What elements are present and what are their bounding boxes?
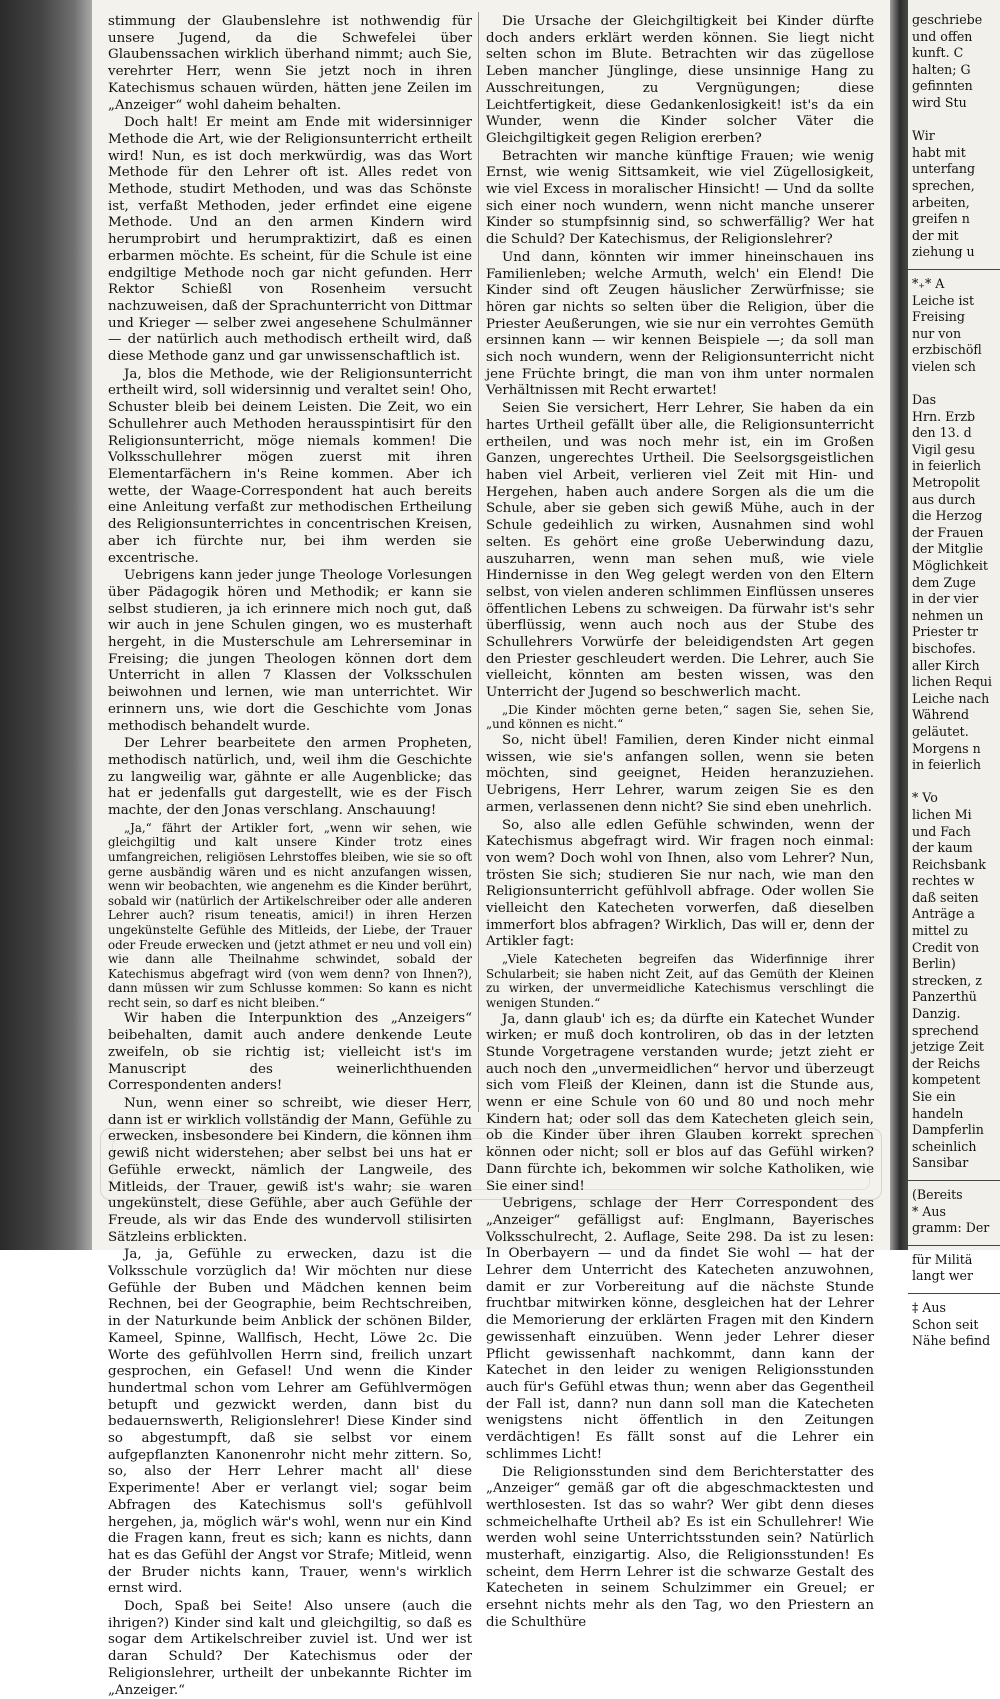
fragment-line: Das bbox=[912, 392, 937, 408]
section-rule bbox=[908, 1293, 1000, 1294]
book-spine-shadow bbox=[0, 0, 92, 1250]
fragment-line: Dampferlin bbox=[912, 1122, 984, 1138]
fragment-line: vielen sch bbox=[912, 358, 976, 374]
fragment-line: lichen Requi bbox=[912, 674, 992, 690]
fragment-line: für Militä bbox=[912, 1251, 973, 1267]
fragment-line: sprechend bbox=[912, 1022, 979, 1038]
left-text-column bbox=[108, 14, 472, 1698]
fragment-line: jetzige Zeit bbox=[912, 1039, 984, 1055]
fragment-line: Sansibar bbox=[912, 1155, 969, 1171]
middle-text-column bbox=[486, 14, 874, 1630]
fragment-line: nehmen un bbox=[912, 607, 984, 623]
paragraph: Die Religionsstunden sind dem Berichterstatter des „Anzeiger“ gemäß gar oft die abgeschmacktesten und werthlosesten. Ist das so wahr? Wer gibt denn dieses schmeichelhafte Urtheil ab? Es ist ein Schullehrer! Wie werden wohl seine Unterrichtsstunden sein? Natürlich musterhaft, einzigartig. Also, die Religionsstunden! Es scheint, dem Herrn Lehrer ist die schwarze Gestalt des Katecheten in seinem Schulzimmer ein Greuel; er ersehnt nichts mehr als den Tag, wo den Priestern an die Schulthüre bbox=[486, 1464, 874, 1630]
fragment-line: rechtes w bbox=[912, 873, 975, 889]
fragment-line: ‡ Aus bbox=[912, 1299, 946, 1315]
fragment-line: der kaum bbox=[912, 840, 973, 856]
fragment-line: Metropolit bbox=[912, 475, 980, 491]
fragment-line: Vigil gesu bbox=[912, 441, 976, 457]
fragment-line: langt wer bbox=[912, 1268, 974, 1284]
fragment-line: aller Kirch bbox=[912, 657, 980, 673]
quoted-paragraph: „Ja,“ fährt der Artikler fort, „wenn wir sehen, wie gleichgiltig und kalt unsere Kinder trotz eines umfangreichen, religiösen Lehrstoffes bleiben, wie sie so oft gerne ausbändig wären und es nicht anzufangen wissen, wenn wir beobachten, wie angenehm es die Kinder berührt, sobald wir (natürlich der Artikelschreiber oder alle anderen Lehrer auch? risum teneatis, amici!) in ihren Herzen ungekünstelte Gefühle des Mitleids, der Liebe, der Trauer oder Freude erwecken und (jetzt athmet er neu und voll ein) wie dann alle Theilnahme schwindet, sobald der Katechismus abgefragt wird (von wem denn? von Ihnen?), dann müssen wir zum Schlusse kommen: So kann es nicht recht sein, so darf es nicht bleiben.“ bbox=[108, 820, 472, 1010]
fragment-line: *₊* A bbox=[912, 275, 945, 291]
fragment-line: gramm: Der bbox=[912, 1220, 990, 1236]
paragraph: Und dann, könnten wir immer hineinschauen ins Familienleben; welche Armuth, welch' ein Elend! Die Kinder sind oft Zeugen häuslicher Zerwürfnisse; sie hören gar nichts so selten über die Religion, über die Priester Aeußerungen, wie sie nur ein verrohtes Gemüth ersinnen kann — wir kennen Beispiele —; da soll man sich noch wundern, wenn der Religionsunterricht nicht jene Früchte bringt, die man von ihm unter normalen Verhältnissen mit Recht erwartet! bbox=[486, 249, 874, 399]
quoted-paragraph: „Die Kinder möchten gerne beten,“ sagen Sie, sehen Sie, „und können es nicht.“ bbox=[486, 702, 874, 732]
fragment-line: strecken, z bbox=[912, 972, 982, 988]
fragment-line: kompetent bbox=[912, 1072, 981, 1088]
fragment-line: Schon seit bbox=[912, 1316, 979, 1332]
fragment-line: Panzerthü bbox=[912, 989, 977, 1005]
adjacent-page-column bbox=[908, 12, 1000, 1350]
fragment-line: Anträge a bbox=[912, 906, 975, 922]
fragment-line: Möglichkeit bbox=[912, 558, 988, 573]
fragment-line: Nähe befind bbox=[912, 1333, 991, 1349]
section-rule bbox=[908, 1180, 1000, 1181]
paragraph: Der Lehrer bearbeitete den armen Propheten, methodisch natürlich, und, weil ihm die Geschichte zu langweilig war, gähnte er alle Augenblicke; das hat er jedenfalls gut dargestellt, wie es der Fisch machte, der den Jonas verschlang. Anschauung! bbox=[108, 736, 472, 819]
paragraph: Ja, blos die Methode, wie der Religionsunterricht ertheilt wird, soll widersinnig und veraltet sein! Oho, Schuster bleib bei deinem Leisten. Die Zeit, wo ein Schullehrer auch Methoden herausspintisirt für den Religionsunterricht, möge niemals kommen! Die Volksschullehrer mögen zuerst mit ihren Elementarfächern in's Reine kommen. Aber ich wette, der Waage-Correspondent hat auch bereits eine Anleitung verfaßt zur methodischen Ertheilung des Religionsunterrichtes in concentrischen Kreisen, aber ich fürchte nur, bei ihm werden sie excentrische. bbox=[108, 366, 472, 566]
quoted-paragraph: „Viele Katecheten begreifen das Widerfinnige ihrer Schularbeit; sie haben nicht Zeit, auf das Gemüth der Kleinen zu wirken, der unvermeidliche Katechismus verschlingt die wenigen Stunden.“ bbox=[486, 952, 874, 1010]
fragment-line: Leiche ist bbox=[912, 292, 975, 308]
page-gutter-shadow bbox=[890, 0, 908, 1250]
fragment-line: geschriebe bbox=[912, 12, 983, 27]
paragraph: Ja, dann glaub' ich es; da dürfte ein Katechet Wunder wirken; er muß doch kontroliren, ob das in der letzten Stunde Vorgetragene verstanden wurde; jetzt zieht er auch noch den „unvermeidlichen“ hervor und überzeugt sich vom Fleiß der Kleinen, dann ist die Stunde aus, wenn er eine Schule von 60 und 80 und noch mehr Kindern hat; oder soll das dem Katecheten gleich sein, ob die Kinder über ihren Glauben korrekt sprechen können oder nicht; soll er blos auf das Gefühl wirken? Dann fürchte ich, bekommen wir solche Katholiken, wie Sie einer sind! bbox=[486, 1011, 874, 1194]
fragment-line: greifen n bbox=[912, 211, 970, 227]
fragment-line: wird Stu bbox=[912, 94, 967, 110]
fragment-line: Leiche nach bbox=[912, 690, 990, 706]
fragment-line: in feierlich bbox=[912, 458, 981, 474]
paragraph: Ja, ja, Gefühle zu erwecken, dazu ist die Volksschule vorzüglich da! Wir möchten nur diese Gefühle der Buben und Mädchen kennen beim Rechnen, bei der Geographie, beim Rechtschreiben, in der Naturkunde beim Anblick der schönen Bilder, Kameel, Spinne, Wallfisch, Hecht, Löwe 2c. Die Worte des gefühlvollen Herrn sind, freilich unzart gesprochen, ein Gefasel! Und wenn die Kinder hundertmal schon vom Lehrer am Gefühlvermögen betupft und gezwickt werden, dann bist du bedauernswerth, Religionslehrer! Diese Kinder sind so abgestumpft, daß sie selbst vor einem aufgepflanzten Kanonenrohr nicht mehr zittern. So, so, also der Herr Lehrer macht all' diese Experimente! Aber er verlangt viel; sogar beim Abfragen des Katechismus soll's gefühlvoll hergehen, ja, möglich wär's wohl, wenn nur ein Kind die Fragen kann, freut es sich; kann es nichts, dann hat es das Gefühl der Angst vor Strafe; Mitleid, wenn der Bruder nichts kann, Trauer, wenn's wirklich ernst wird. bbox=[108, 1247, 472, 1597]
paragraph: Doch, Spaß bei Seite! Also unsere (auch die ihrigen?) Kinder sind kalt und gleichgiltig, so daß es sogar dem Artikelschreiber zuviel ist. Und wer ist daran Schuld? Der Katechismus oder der Religionslehrer, urtheilt der unbekannte Richter im „Anzeiger.“ bbox=[108, 1599, 472, 1698]
fragment-line: der Mitglie bbox=[912, 541, 984, 557]
fragment-line: in der vier bbox=[912, 591, 979, 607]
paragraph: So, also alle edlen Gefühle schwinden, wenn der Katechismus abgefragt wird. Wir fragen noch einmal: von wem? Doch wohl von Ihnen, also vom Lehrer? Nun, trösten Sie sich; studieren Sie nur nach, wie man den Religionsunterricht gefühlvoll abfrage. Oder wollen Sie vielleicht den Katecheten vorwerfen, daß dieselben immerfort blos abfragen? Wirklich, Das will er, denn der Artikler fagt: bbox=[486, 817, 874, 950]
paragraph: stimmung der Glaubenslehre ist nothwendig für unsere Jugend, da die Schwefelei über Glaubenssachen wirklich überhand nimmt; auch Sie, verehrter Herr, wenn Sie jetzt noch in ihren Katechismus schauen würden, hätten jene Zeilen im „Anzeiger“ wohl daheim behalten. bbox=[108, 14, 472, 113]
column-divider bbox=[478, 12, 479, 1112]
paragraph: Uebrigens, schlage der Herr Correspondent des „Anzeiger“ gefälligst auf: Englmann, Bayerisches Volksschulrecht, 2. Auflage, Seite 298. Da ist zu lesen: In Oberbayern — und da findet Sie wohl — hat der Lehrer dem Unterricht des Katecheten anzuwohnen, damit er zur Vorbereitung auf die nächste Stunde fruchtbar mitwirken könne, desgleichen hat der Lehrer die Memorierung der erklärten Fragen mit den Kindern gewissenhaft einzuüben. Wenn jeder Lehrer dieser Pflicht gewissenhaft nachkommt, dann kann der Katechet in den leider zu wenigen Religionsstunden auch für's Gefühl etwas thun; wenn aber das Gegentheil der Fall ist, dann? nun dann soll man die Katecheten wenigstens nicht öffentlich in den Zeitungen verdächtigen! Es fällt sonst auf die Lehrer ein schlimmes Licht! bbox=[486, 1196, 874, 1462]
fragment-line: dem Zuge bbox=[912, 574, 976, 590]
fragment-line: (Bereits bbox=[912, 1186, 963, 1202]
paragraph: Doch halt! Er meint am Ende mit widersinniger Methode die Art, wie der Religionsunterricht ertheilt wird! Nun, es ist doch merkwürdig, was das Wort Methode für den Lehrer oft ist. Alles redet von Methode, studirt Methoden, und was das Schönste ist, verfaßt Methoden, jeder erfindet eine eigene Methode. Und an den armen Kindern wird herumprobirt und herumpraktizirt, daß es einen erbarmen möchte. Es scheint, für die Schule ist eine endgiltige Methode noch gar nicht gefunden. Herr Rektor Schießl von Rosenheim versucht nachzuweisen, daß der Sprachunterricht von Dittmar und Krieger — selber zwei angesehene Schulmänner — der natürlich auch methodisch ertheilt wird, daß diese Methode ganz und gar unwissenschaftlich ist. bbox=[108, 115, 472, 365]
fragment-line: Sie ein bbox=[912, 1089, 956, 1104]
fragment-line: den 13. d bbox=[912, 425, 972, 441]
paragraph: Die Ursache der Gleichgiltigkeit bei Kinder dürfte doch anders erklärt werden können. Sie liegt nicht selten schon im Blute. Betrachten wir das zügellose Leben mancher Jünglinge, diese unsinnige Hang zu Ausschreitungen, zu Vergnügungen; diese Leichtfertigkeit, diese Gedankenlosigkeit! ist's da ein Wunder, wenn die Kinder solcher Väter die Gleichgiltigkeit gegen Religion ererben? bbox=[486, 14, 874, 146]
fragment-line: mittel zu bbox=[912, 923, 969, 939]
fragment-line: die Herzog bbox=[912, 508, 983, 524]
fragment-line: unterfang bbox=[912, 161, 976, 177]
fragment-line: Freising bbox=[912, 309, 965, 325]
section-rule bbox=[908, 269, 1000, 270]
fragment-line: Morgens n bbox=[912, 740, 981, 756]
fragment-line: nur von bbox=[912, 325, 962, 341]
fragment-line: ziehung u bbox=[912, 244, 975, 260]
fragment-line: arbeiten, bbox=[912, 194, 970, 210]
fragment-line: bischofes. bbox=[912, 640, 976, 656]
fragment-line: und offen bbox=[912, 28, 973, 44]
fragment-line: aus durch bbox=[912, 491, 976, 507]
fragment-line: Priester tr bbox=[912, 624, 979, 640]
fragment-line: Hrn. Erzb bbox=[912, 408, 976, 424]
paragraph: Wir haben die Interpunktion des „Anzeigers“ beibehalten, damit auch andere denkende Leute zweifeln, ob sie richtig ist; vielleicht ist's im Manuscript des weinerlichthuenden Correspondenten anders! bbox=[108, 1011, 472, 1094]
fragment-line: scheinlich bbox=[912, 1138, 977, 1154]
adjacent-page-fragment bbox=[908, 0, 1000, 1349]
fragment-line: erzbischöfl bbox=[912, 342, 982, 358]
fragment-line: Berlin) bbox=[912, 956, 956, 972]
line-gap bbox=[908, 112, 1000, 129]
fragment-line: Wir bbox=[912, 128, 935, 144]
fragment-line: * Vo bbox=[912, 790, 938, 806]
paragraph: Betrachten wir manche künftige Frauen; wie wenig Ernst, wie wenig Sittsamkeit, wie viel Zügellosigkeit, wie viel Excess in moralischer Hinsicht! — Und da sollte sich einer noch wundern, wenn nicht manche unserer Kinder so stumpfsinnig sind, so schwerfällig? Wer hat die Schuld? Der Katechismus, der Religionslehrer? bbox=[486, 148, 874, 248]
fragment-line: Danzig. bbox=[912, 1006, 961, 1022]
fragment-line: Reichsbank bbox=[912, 856, 986, 872]
fragment-line: handeln bbox=[912, 1105, 964, 1121]
fragment-line: sprechen, bbox=[912, 177, 975, 193]
fragment-line: halten; G bbox=[912, 61, 971, 77]
fragment-line: habt mit bbox=[912, 144, 966, 160]
fragment-line: lichen Mi bbox=[912, 806, 972, 822]
paragraph: Uebrigens kann jeder junge Theologe Vorlesungen über Pädagogik hören und Methodik; er kann sie selbst studieren, ja ich erinnere mich noch gut, daß wir auch in jene Schulen gingen, wo es musterhaft hergeht, in die Musterschule am Lehrerseminar in Freising; die jungen Theologen können dort dem Unterricht in allen 7 Klassen der Volksschulen beiwohnen und lernen, wie man unterrichtet. Wir erinnern uns, wie dort die Geschichte vom Jonas methodisch behandelt wurde. bbox=[108, 568, 472, 734]
fragment-line: geläutet. bbox=[912, 723, 969, 739]
paragraph: Nun, wenn einer so schreibt, wie dieser Herr, dann ist er wirklich vollständig der Mann, Gefühle zu erwecken, insbesondere bei Kindern, die können ihm gewiß nicht widerstehen; aber selbst bei uns hat er Gefühle erweckt, nämlich der Langweile, des Mitleids, der Trauer, gewiß ist's wahr; sie waren ungekünstelt, diese Gefühle, aber auch Gefühle der Freude, als wir das Ende des wundervoll stilisirten Sätzleins erblickten. bbox=[108, 1095, 472, 1245]
fragment-line: der Reichs bbox=[912, 1055, 981, 1071]
line-gap bbox=[908, 774, 1000, 791]
line-gap bbox=[908, 375, 1000, 392]
fragment-line: der mit bbox=[912, 227, 959, 243]
fragment-line: Credit von bbox=[912, 939, 980, 955]
fragment-line: und Fach bbox=[912, 823, 971, 839]
fragment-line: kunft. C bbox=[912, 45, 964, 61]
section-rule bbox=[908, 1245, 1000, 1246]
paragraph: So, nicht übel! Familien, deren Kinder nicht einmal wissen, wie sie's anfangen sollen, wenn sie beten möchten, sind geeignet, Heiden heranzuziehen. Uebrigens, Herr Lehrer, warum zeigen Sie es den armen, verlassenen denn nicht? Sie sind eben unehrlich. bbox=[486, 733, 874, 815]
fragment-line: der Frauen bbox=[912, 524, 984, 540]
fragment-line: daß seiten bbox=[912, 889, 979, 905]
paragraph: Seien Sie versichert, Herr Lehrer, Sie haben da ein hartes Urtheil gefällt über alle, die Religionsunterricht ertheilen, und was noch mehr ist, ein im Großen Ganzen, ungerechtes Urtheil. Die Seelsorgsgeistlichen haben viel Arbeit, verlieren viel Zeit mit Hin- und Hergehen, haben auch andere Sorgen als die um die Schule, aber sie geben sich gewiß Mühe, auch in der Schule gedeihlich zu wirken, Ausnahmen sind wohl selten. Es gehört eine große Ueberwindung dazu, auszuharren, wenn man sehen muß, wie viele Hindernisse in den Weg gelegt werden von den Eltern selbst, von vielen anderen schlimmen Einflüssen unseres öffentlichen Lebens zu schweigen. Da fürwahr ist's sehr überflüssig, wenn auch noch aus der Stube des Schullehrers Vorwürfe der beleidigendsten Art gegen den Priester geschleudert werden. Die Lehrer, auch Sie vielleicht, könnten am besten wissen, was den Unterricht der Jugend so beschwerlich macht. bbox=[486, 401, 874, 701]
fragment-line: Während bbox=[912, 707, 970, 723]
fragment-line: in feierlich bbox=[912, 757, 981, 773]
fragment-line: gefinnten bbox=[912, 78, 973, 94]
fragment-line: * Aus bbox=[912, 1203, 946, 1219]
